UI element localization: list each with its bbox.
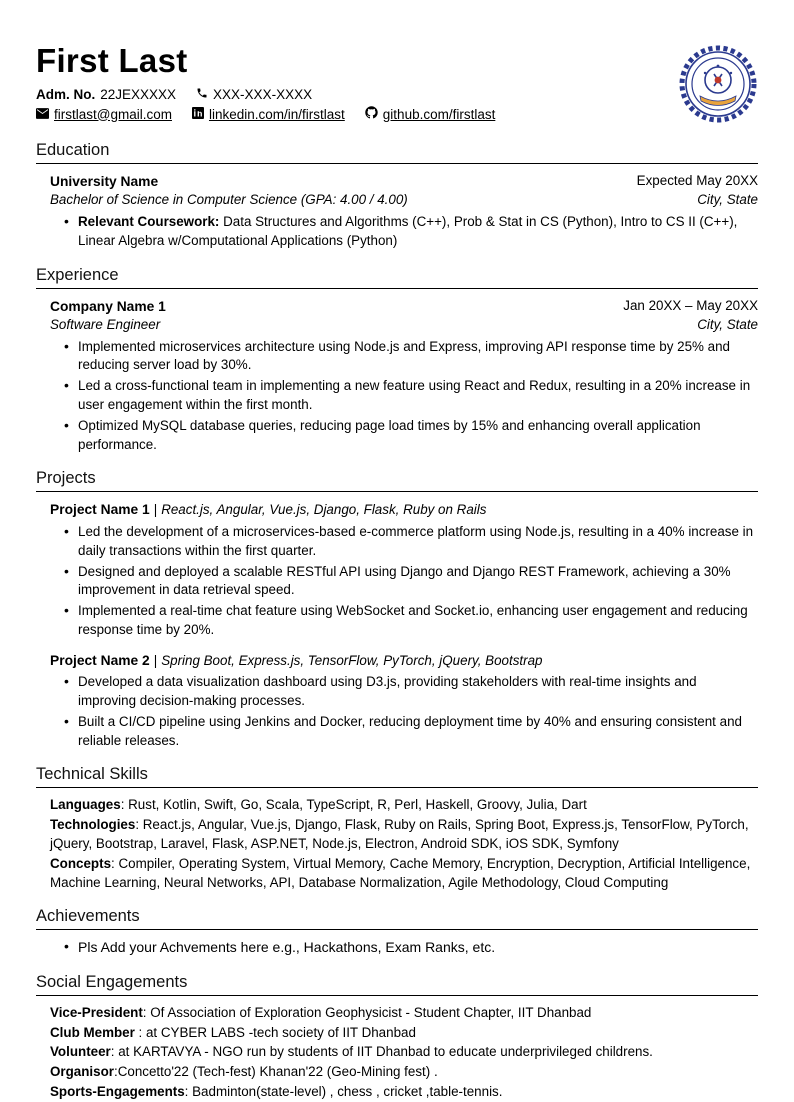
- skills-technologies: [50, 816, 758, 854]
- university-name: University Name: [50, 174, 159, 189]
- social-row: [50, 1063, 758, 1082]
- skills-label: Technologies: [50, 817, 136, 833]
- project-separator: |: [153, 502, 158, 518]
- linkedin-contact: [192, 107, 345, 122]
- social-title: Social Engagements: [36, 973, 758, 996]
- phone-contact: [196, 87, 312, 102]
- experience-title: Experience: [36, 266, 758, 289]
- social-label: Vice-President: [50, 1004, 143, 1020]
- section-education: [36, 141, 758, 251]
- experience-dates: Jan 20XX – May 20XX: [623, 297, 758, 313]
- contact-line-2: [36, 106, 495, 122]
- coursework-label: Relevant Coursework:: [78, 214, 220, 230]
- degree: Bachelor of Science in Computer Science (GPA: 4.00 / 4.00): [50, 192, 408, 208]
- email-contact: [36, 107, 172, 122]
- project-stack: Spring Boot, Express.js, TensorFlow, PyTorch, jQuery, Bootstrap: [161, 652, 543, 668]
- linkedin-icon: [192, 107, 204, 122]
- education-location: City, State: [697, 192, 758, 208]
- social-text: : at CYBER LABS -tech society of IIT Dhanbad: [134, 1024, 416, 1040]
- skills-text: : React.js, Angular, Vue.js, Django, Flask, Ruby on Rails, Spring Boot, Express.js, TensorFlow, PyTorch, jQuery, Bootstrap, Laravel, Flask, ASP.NET, Node.js, Electron, Android SDK, iOS SDK, Symfony: [50, 817, 749, 851]
- project-bullets: [50, 523, 758, 640]
- section-skills: [36, 765, 758, 892]
- github-icon: [365, 106, 378, 122]
- github-contact: [365, 106, 496, 122]
- job-role: Software Engineer: [50, 316, 161, 332]
- phone-number: XXX-XXX-XXXX: [213, 87, 313, 102]
- institute-logo: [678, 44, 758, 126]
- phone-icon: [196, 87, 208, 102]
- social-row: [50, 1083, 758, 1102]
- project-bullet: • Led the development of a microservices-based e-commerce platform using Node.js, resulting in a 40% increase in daily transactions within the first quarter.: [78, 523, 758, 561]
- project-entry: [50, 651, 758, 751]
- achievements-title: Achievements: [36, 907, 758, 930]
- experience-location: City, State: [697, 316, 758, 332]
- project-name: Project Name 2: [50, 652, 150, 668]
- skills-text: : Rust, Kotlin, Swift, Go, Scala, TypeScript, R, Perl, Haskell, Groovy, Julia, Dart: [120, 797, 587, 813]
- project-separator: |: [153, 652, 158, 668]
- social-row: [50, 1004, 758, 1023]
- project-bullet: • Designed and deployed a scalable RESTful API using Django and Django REST Framework, achieving a 30% improvement in data retrieval speed.: [78, 563, 758, 601]
- skills-title: Technical Skills: [36, 765, 758, 788]
- experience-bullet: • Led a cross-functional team in implementing a new feature using React and Redux, resulting in a 20% increase in user engagement within the first month.: [78, 377, 758, 415]
- projects-title: Projects: [36, 469, 758, 492]
- experience-bullets: [50, 338, 758, 455]
- skills-label: Concepts: [50, 855, 112, 871]
- project-bullet: • Built a CI/CD pipeline using Jenkins and Docker, reducing deployment time by 40% and ensuring consistent and reliable releases.: [78, 713, 758, 751]
- project-bullets: [50, 673, 758, 750]
- admission-value: 22JEXXXXX: [100, 87, 177, 102]
- admission-number: [36, 87, 176, 102]
- envelope-icon: [36, 107, 49, 122]
- experience-bullet: • Implemented microservices architecture using Node.js and Express, improving API response time by 25% and reducing server load by 30%.: [78, 338, 758, 376]
- resume-header: [36, 42, 758, 126]
- github-link[interactable]: github.com/firstlast: [382, 106, 496, 122]
- linkedin-link[interactable]: linkedin.com/in/firstlast: [208, 106, 345, 122]
- education-bullet: [78, 213, 758, 251]
- social-label: Organisor: [50, 1064, 114, 1080]
- section-projects: [36, 469, 758, 750]
- social-text: : at KARTAVYA - NGO run by students of IIT Dhanbad to educate underprivileged childrens.: [110, 1044, 653, 1060]
- achievement-bullet: • Pls Add your Achvements here e.g., Hackathons, Exam Ranks, etc.: [78, 938, 758, 958]
- social-text: : Of Association of Exploration Geophysicist - Student Chapter, IIT Dhanbad: [142, 1004, 592, 1020]
- email-link[interactable]: firstlast@gmail.com: [54, 106, 172, 122]
- experience-bullet: • Optimized MySQL database queries, reducing page load times by 15% and enhancing overall application performance.: [78, 417, 758, 455]
- header-left: [36, 42, 495, 122]
- project-stack: React.js, Angular, Vue.js, Django, Flask, Ruby on Rails: [161, 502, 487, 518]
- company-name: Company Name 1: [50, 298, 166, 314]
- skills-text: : Compiler, Operating System, Virtual Memory, Cache Memory, Encryption, Decryption, Artificial Intelligence, Machine Learning, Neural Networks, API, Database Normalization, Agile Methodology, Cloud Computing: [50, 855, 751, 890]
- social-label: Sports-Engagements: [50, 1083, 185, 1099]
- project-heading: [50, 500, 758, 520]
- project-heading: [50, 651, 758, 671]
- candidate-name: First Last: [36, 42, 188, 79]
- education-title: Education: [36, 141, 758, 164]
- skills-label: Languages: [50, 797, 121, 813]
- education-bullets: [50, 213, 758, 251]
- social-text: :Concetto'22 (Tech-fest) Khanan'22 (Geo-Mining fest) .: [114, 1064, 438, 1080]
- social-label: Volunteer: [50, 1044, 111, 1060]
- section-social: [36, 973, 758, 1102]
- skills-concepts: [50, 855, 758, 893]
- social-text: : Badminton(state-level) , chess , cricket ,table-tennis.: [184, 1083, 503, 1099]
- skills-languages: [50, 796, 758, 815]
- contact-line-1: [36, 87, 495, 102]
- section-achievements: [36, 907, 758, 958]
- section-experience: [36, 266, 758, 455]
- project-name: Project Name 1: [50, 502, 150, 518]
- education-date: Expected May 20XX: [636, 173, 758, 188]
- admission-label: Adm. No.: [36, 87, 96, 102]
- project-entry: [50, 500, 758, 639]
- social-row: [50, 1043, 758, 1062]
- project-bullet: • Developed a data visualization dashboard using D3.js, providing stakeholders with real-time insights and improving decision-making processes.: [78, 673, 758, 711]
- social-row: [50, 1024, 758, 1043]
- project-bullet: • Implemented a real-time chat feature using WebSocket and Socket.io, enhancing user engagement and reducing response time by 20%.: [78, 602, 758, 640]
- coursework-text: Data Structures and Algorithms (C++), Prob & Stat in CS (Python), Intro to CS II (C++), Linear Algebra w/Computational Applications (Python): [78, 214, 738, 248]
- social-label: Club Member: [50, 1024, 135, 1040]
- achievements-bullets: [50, 938, 758, 958]
